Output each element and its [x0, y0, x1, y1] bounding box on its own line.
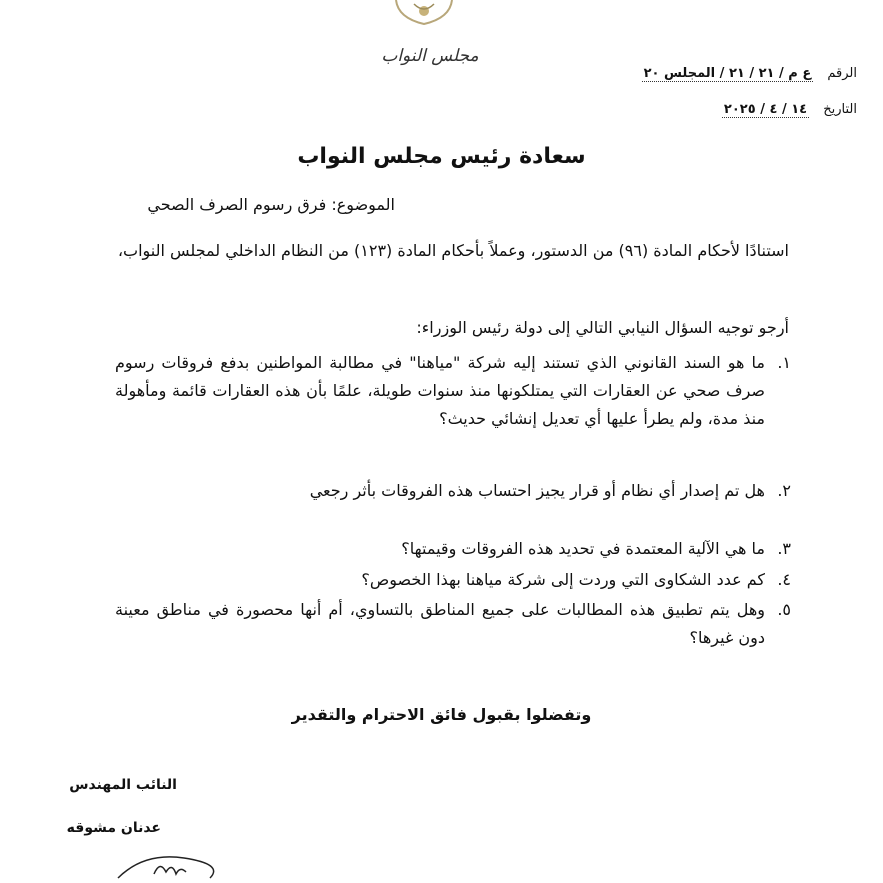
date-value: ١٤ / ٤ / ٢٠٢٥: [723, 102, 808, 117]
question-number: ٥.: [777, 600, 791, 619]
question-number: ٢.: [777, 481, 791, 500]
question-text: هل تم إصدار أي نظام أو قرار يجيز احتساب هذه الفروقات بأثر رجعي: [309, 481, 765, 500]
question-item: [115, 566, 791, 594]
question-text: وهل يتم تطبيق هذه المطالبات على جميع المناطق بالتساوي، أم أنها محصورة في مناطق معينة دون غيرها؟: [115, 600, 765, 647]
question-number: ٤.: [777, 570, 791, 589]
request-line: أرجو توجيه السؤال النيابي التالي إلى دولة رئيس الوزراء:: [416, 318, 789, 337]
preamble-paragraph: استنادًا لأحكام المادة (٩٦) من الدستور، وعملاً بأحكام المادة (١٢٣) من النظام الداخلي لمجلس النواب،: [117, 241, 789, 260]
question-text: ما هو السند القانوني الذي تستند إليه شركة "مياهنا" في مطالبة المواطنين بدفع فروقات رسوم صرف صحي عن العقارات التي يمتلكونها منذ سنوات طويلة، علمًا بأن هذه العقارات قائمة ومأهولة منذ مدة، ولم يطرأ عليها أي تعديل إنشائي حديث؟: [115, 353, 765, 428]
signature-scribble-icon: [114, 848, 234, 883]
subject-line: الموضوع: فرق رسوم الصرف الصحي: [147, 195, 395, 214]
question-item: [115, 477, 791, 505]
closing-line: وتفضلوا بقبول فائق الاحترام والتقدير: [291, 705, 592, 724]
reference-number: [642, 66, 857, 82]
date-row: [722, 102, 857, 118]
signatory-name: عدنان مشوقه: [66, 820, 161, 836]
reference-value: ع م / ٢١ / ٢١ / المجلس ٢٠: [643, 66, 812, 81]
addressee-heading: سعادة رئيس مجلس النواب: [297, 144, 586, 169]
question-item: [115, 535, 791, 563]
question-number: ٣.: [777, 539, 791, 558]
question-item: [115, 596, 791, 652]
question-text: ما هي الآلية المعتمدة في تحديد هذه الفروقات وقيمتها؟: [401, 539, 765, 558]
reference-label: الرقم: [827, 66, 857, 81]
crown-emblem-icon: [392, 0, 456, 26]
signatory-title: النائب المهندس: [69, 777, 177, 793]
question-number: ١.: [777, 353, 791, 372]
date-label: التاريخ: [823, 102, 857, 117]
parliament-logo: مجلس النواب: [381, 46, 479, 66]
question-text: كم عدد الشكاوى التي وردت إلى شركة مياهنا بهذا الخصوص؟: [361, 570, 765, 589]
question-item: [115, 349, 791, 433]
